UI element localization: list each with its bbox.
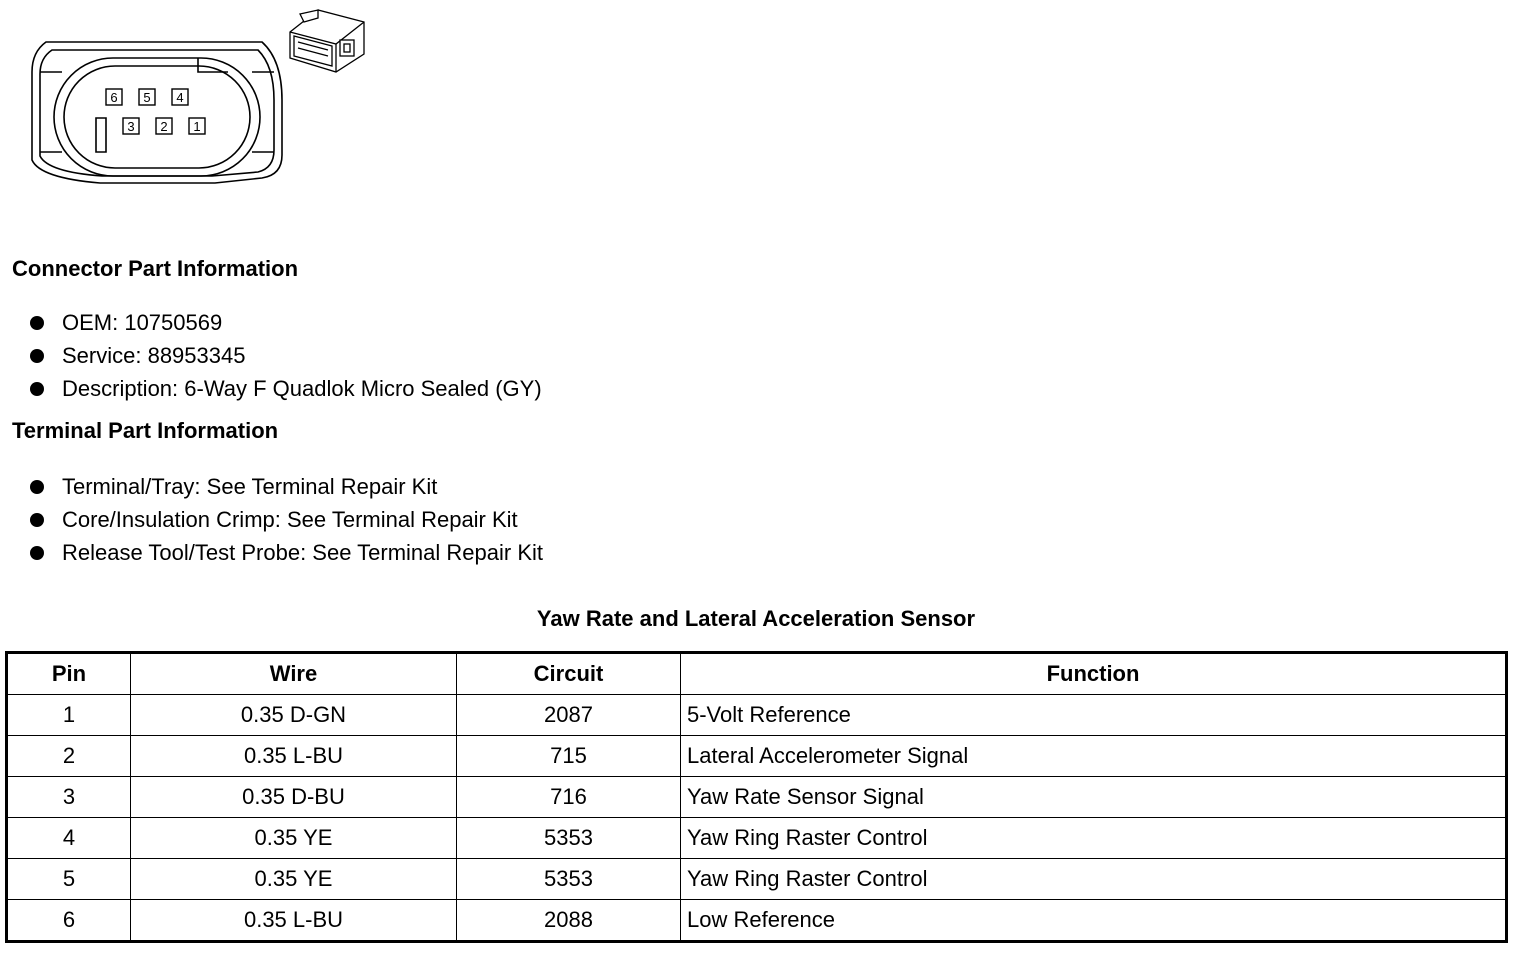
header-circuit: Circuit <box>457 653 681 695</box>
cell-circuit: 2087 <box>457 695 681 736</box>
cell-function: Low Reference <box>681 900 1507 942</box>
header-pin: Pin <box>7 653 131 695</box>
table-row <box>7 736 1507 777</box>
terminal-crimp: Core/Insulation Crimp: See Terminal Repair Kit <box>62 507 518 532</box>
table-row <box>7 900 1507 942</box>
list-item <box>30 306 542 339</box>
cell-circuit: 5353 <box>457 818 681 859</box>
cell-function: Yaw Rate Sensor Signal <box>681 777 1507 818</box>
table-row <box>7 777 1507 818</box>
bullet-icon <box>30 480 44 494</box>
table-row <box>7 818 1507 859</box>
table-row <box>7 859 1507 900</box>
connector-info-list <box>30 306 542 405</box>
connector-description: Description: 6-Way F Quadlok Micro Sealed (GY) <box>62 376 542 401</box>
connector-diagram <box>0 0 400 200</box>
cell-circuit: 2088 <box>457 900 681 942</box>
terminal-info-list <box>30 470 543 569</box>
bullet-icon <box>30 349 44 363</box>
connector-heading: Connector Part Information <box>12 256 299 281</box>
connector-oem: OEM: 10750569 <box>62 310 223 335</box>
cell-wire: 0.35 D-BU <box>131 777 457 818</box>
list-item <box>30 372 542 405</box>
terminal-release-tool: Release Tool/Test Probe: See Terminal Repair Kit <box>62 540 543 565</box>
cell-pin: 1 <box>7 695 131 736</box>
table-header-row <box>7 653 1507 695</box>
list-item <box>30 339 542 372</box>
terminal-heading: Terminal Part Information <box>12 418 279 443</box>
pin-label-6: 6 <box>110 90 118 105</box>
cell-pin: 2 <box>7 736 131 777</box>
bullet-icon <box>30 513 44 527</box>
pin-label-3: 3 <box>127 119 135 134</box>
cell-function: Lateral Accelerometer Signal <box>681 736 1507 777</box>
cell-circuit: 715 <box>457 736 681 777</box>
cell-pin: 3 <box>7 777 131 818</box>
connector-thumbnail-icon <box>290 10 364 72</box>
cell-wire: 0.35 L-BU <box>131 900 457 942</box>
cell-pin: 6 <box>7 900 131 942</box>
bullet-icon <box>30 382 44 396</box>
cell-circuit: 5353 <box>457 859 681 900</box>
list-item <box>30 503 543 536</box>
pin-label-2: 2 <box>160 119 168 134</box>
cell-circuit: 716 <box>457 777 681 818</box>
terminal-tray: Terminal/Tray: See Terminal Repair Kit <box>62 474 438 499</box>
cell-pin: 5 <box>7 859 131 900</box>
pin-label-1: 1 <box>193 119 201 134</box>
pin-label-4: 4 <box>176 90 184 105</box>
cell-function: Yaw Ring Raster Control <box>681 859 1507 900</box>
cell-wire: 0.35 YE <box>131 818 457 859</box>
header-function: Function <box>681 653 1507 695</box>
pin-label-5: 5 <box>143 90 151 105</box>
header-wire: Wire <box>131 653 457 695</box>
connector-service: Service: 88953345 <box>62 343 246 368</box>
table-row <box>7 695 1507 736</box>
cell-function: Yaw Ring Raster Control <box>681 818 1507 859</box>
cell-wire: 0.35 YE <box>131 859 457 900</box>
pinout-table <box>5 651 1508 943</box>
list-item <box>30 470 543 503</box>
list-item <box>30 536 543 569</box>
bullet-icon <box>30 546 44 560</box>
cell-wire: 0.35 L-BU <box>131 736 457 777</box>
table-title: Yaw Rate and Lateral Acceleration Sensor <box>536 606 976 631</box>
bullet-icon <box>30 316 44 330</box>
cell-pin: 4 <box>7 818 131 859</box>
cell-wire: 0.35 D-GN <box>131 695 457 736</box>
cell-function: 5-Volt Reference <box>681 695 1507 736</box>
